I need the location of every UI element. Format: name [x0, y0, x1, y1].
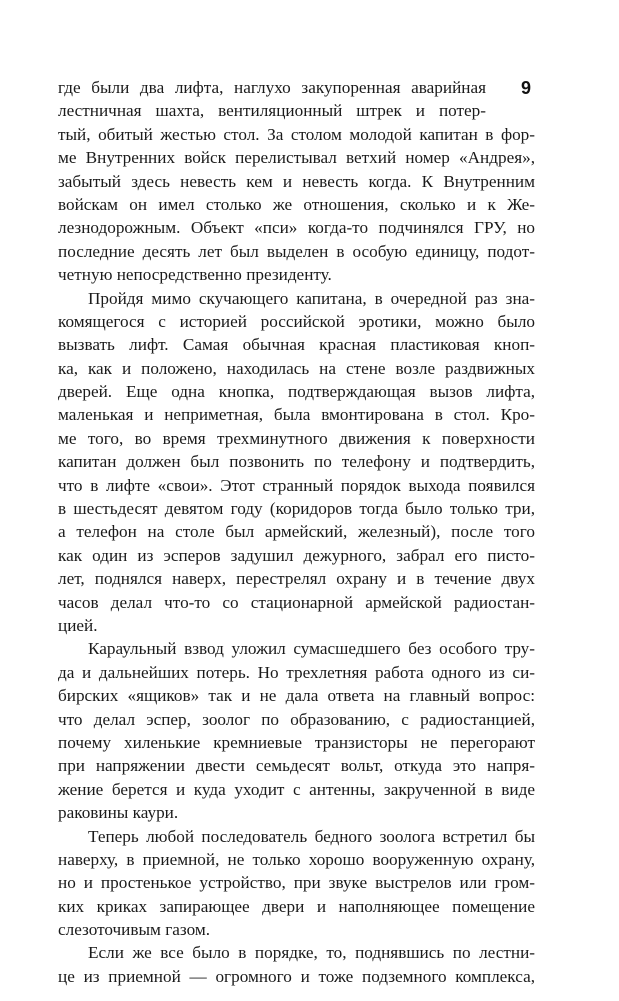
- text-line: а телефон на столе был армейский, железный), после того: [58, 522, 535, 542]
- text-line: при напряжении двести семьдесят вольт, откуда это напря-: [58, 756, 535, 776]
- text-line: маленькая и неприметная, была вмонтирована в стол. Кро-: [58, 405, 535, 425]
- text-line: да и дальнейших потерь. Но трехлетняя работа одного из си-: [58, 662, 535, 682]
- text-line: Теперь любой последователь бедного зоолога встретил бы: [88, 826, 535, 846]
- text-line: как один из эсперов задушил дежурного, забрал его писто-: [58, 545, 535, 565]
- text-line: Если же все было в порядке, то, поднявшись по лестни-: [88, 943, 535, 963]
- text-line: ких криках запирающее двери и наполняющее помещение: [58, 896, 535, 916]
- text-line: слезоточивым газом.: [58, 920, 211, 940]
- text-line: ме Внутренних войск перелистывал ветхий номер «Андрея»,: [58, 148, 535, 168]
- text-line: лестничная шахта, вентиляционный штрек и потер-: [58, 101, 486, 121]
- paragraph: [58, 941, 535, 988]
- text-line: раковины каури.: [58, 803, 179, 823]
- text-line: дверей. Еще одна кнопка, подтверждающая вызов лифта,: [58, 382, 535, 402]
- paragraph: [58, 637, 535, 824]
- text-line: лет, поднялся наверх, перестрелял охрану и в течение двух: [58, 569, 535, 589]
- text-line: что делал эспер, зоолог по образованию, с радиостанцией,: [58, 709, 535, 729]
- text-line: комящегося с историей российской эротики, можно было: [58, 311, 535, 331]
- text-line: жение берется и куда уходит с антенны, закрученной в виде: [58, 779, 535, 799]
- text-line: ме того, во время трехминутного движения к поверхности: [58, 428, 535, 448]
- text-line: часов делал что-то со стационарной армейской радиостан-: [58, 592, 535, 612]
- text-line: что в лифте «свои». Этот странный порядок выхода появился: [58, 475, 535, 495]
- text-line: Пройдя мимо скучающего капитана, в очередной раз зна-: [88, 288, 535, 308]
- text-line: войскам он имел столько же отношения, сколько и к Же-: [58, 194, 535, 214]
- paragraph: [58, 287, 535, 638]
- text-line: Караульный взвод уложил сумасшедшего без особого тру-: [88, 639, 535, 659]
- text-line: четную непосредственно президенту.: [58, 265, 332, 285]
- text-line: забытый здесь невесть кем и невесть когда. К Внутренним: [58, 171, 535, 191]
- text-line: почему хиленькие кремниевые транзисторы не перегорают: [58, 732, 535, 752]
- text-line: наверху, в приемной, не только хорошо вооруженную охрану,: [58, 849, 535, 869]
- paragraph: [58, 825, 535, 942]
- text-line: це из приемной — огромного и тоже подземного комплекса,: [58, 966, 535, 986]
- text-line: цией.: [58, 615, 98, 635]
- text-line: лезнодорожным. Объект «пси» когда-то подчинялся ГРУ, но: [58, 218, 535, 238]
- text-line: капитан должен был позвонить по телефону и подтвердить,: [58, 452, 535, 472]
- text-line: ка, как и положено, находилась на стене возле раздвижных: [58, 358, 535, 378]
- text-line: но и простенькое устройство, при звуке выстрелов или гром-: [58, 873, 535, 893]
- text-line: в шестьдесят девятом году (коридоров тогда было только три,: [58, 499, 535, 519]
- text-line: тый, обитый жестью стол. За столом молодой капитан в фор-: [58, 124, 535, 144]
- text-line: вызвать лифт. Самая обычная красная пластиковая кноп-: [58, 335, 535, 355]
- page-number: 9: [521, 78, 532, 98]
- page-body-text: [58, 76, 535, 988]
- text-line: где были два лифта, наглухо закупоренная аварийная: [58, 78, 486, 97]
- text-line: последние десять лет был выделен в особую единицу, подот-: [58, 241, 535, 261]
- text-line: бирских «ящиков» так и не дала ответа на главный вопрос:: [58, 686, 535, 706]
- paragraph: [58, 76, 535, 287]
